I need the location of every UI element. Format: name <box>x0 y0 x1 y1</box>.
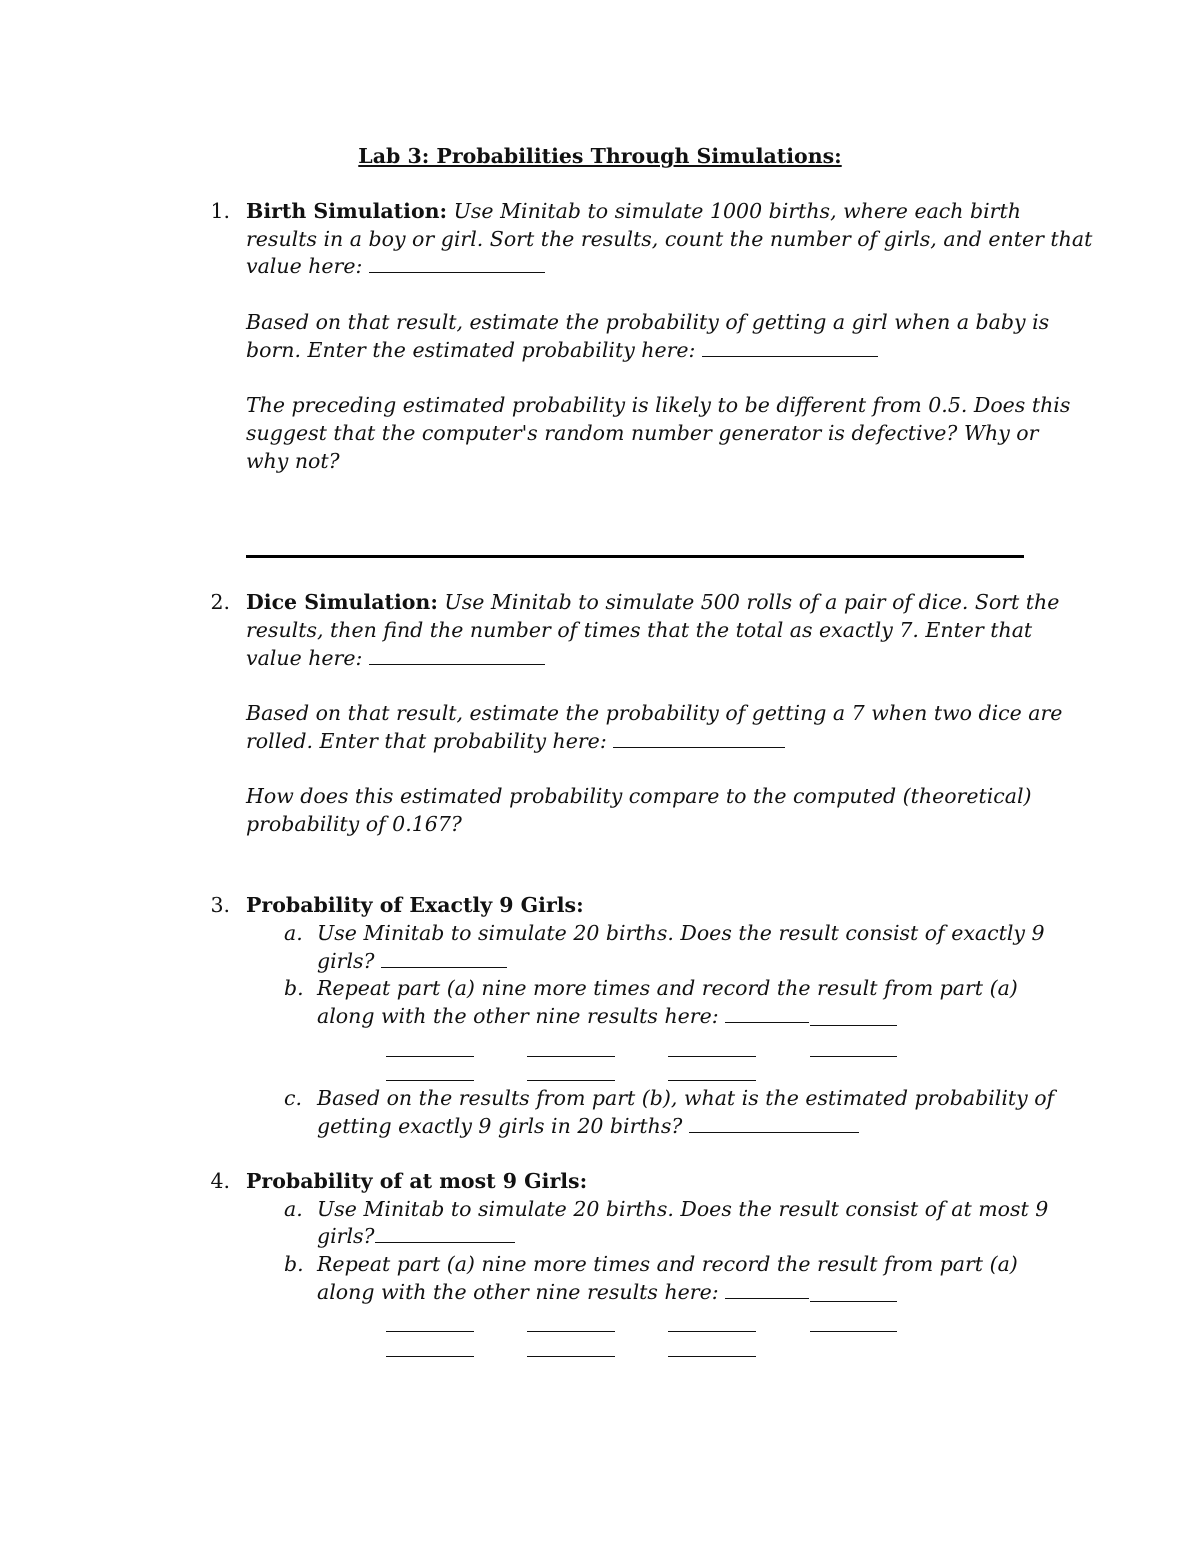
sevens-count-blank[interactable] <box>369 646 545 665</box>
question-text: Use Minitab to simulate 500 rolls of a pair of dice. Sort the <box>444 590 1060 614</box>
result-blank[interactable] <box>386 1313 474 1332</box>
exactly-9-blank[interactable] <box>381 949 507 968</box>
question-text: girls? <box>317 949 375 973</box>
part-label: b. <box>284 1252 304 1276</box>
answer-line <box>317 948 507 976</box>
question-number: 3. <box>210 893 230 917</box>
result-blank[interactable] <box>386 1338 474 1357</box>
result-blank[interactable] <box>810 1313 897 1332</box>
question-heading: Probability of Exactly 9 Girls: <box>246 893 584 917</box>
question-text: results in a boy or girl. Sort the results, count the number of girls, and enter that <box>246 227 1093 251</box>
result-blank[interactable] <box>386 1062 474 1081</box>
estimated-probability-blank[interactable] <box>689 1114 859 1133</box>
question-text: getting exactly 9 girls in 20 births? <box>317 1114 683 1138</box>
result-blank[interactable] <box>527 1338 615 1357</box>
result-blank[interactable] <box>725 1004 809 1023</box>
question-text: Based on that result, estimate the probability of getting a girl when a baby is <box>246 310 1050 334</box>
question-number: 2. <box>210 590 230 614</box>
question-text: Based on the results from part (b), what is the estimated probability of <box>317 1086 1055 1110</box>
part-label: c. <box>284 1086 302 1110</box>
question-text: value here: <box>246 646 363 670</box>
answer-line <box>317 1223 515 1251</box>
result-blank[interactable] <box>668 1313 756 1332</box>
question-text: How does this estimated probability compare to the computed (theoretical) <box>246 784 1032 808</box>
question-text: probability of 0.167? <box>246 812 462 836</box>
page-title: Lab 3: Probabilities Through Simulations: <box>358 144 842 168</box>
question-text: Use Minitab to simulate 20 births. Does the result consist of at most 9 <box>317 1197 1049 1221</box>
result-blank[interactable] <box>725 1280 809 1299</box>
answer-line <box>246 728 785 756</box>
at-most-9-blank[interactable] <box>375 1224 515 1243</box>
result-blank[interactable] <box>527 1062 615 1081</box>
part-label: a. <box>284 921 303 945</box>
part-label: b. <box>284 976 304 1000</box>
question-line <box>246 589 1059 617</box>
result-blank[interactable] <box>810 1007 897 1026</box>
result-blank[interactable] <box>668 1038 756 1057</box>
answer-line <box>317 1003 809 1031</box>
question-line <box>246 198 1021 226</box>
question-text: results, then find the number of times that the total as exactly 7. Enter that <box>246 618 1033 642</box>
result-blank[interactable] <box>386 1038 474 1057</box>
question-text: Based on that result, estimate the probability of getting a 7 when two dice are <box>246 701 1063 725</box>
question-text: Use Minitab to simulate 20 births. Does the result consist of exactly 9 <box>317 921 1045 945</box>
answer-rule[interactable] <box>246 555 1024 558</box>
question-text: along with the other nine results here: <box>317 1280 719 1304</box>
result-blank[interactable] <box>668 1062 756 1081</box>
question-text: Repeat part (a) nine more times and record the result from part (a) <box>317 976 1018 1000</box>
question-heading: Birth Simulation: <box>246 199 448 223</box>
question-number: 4. <box>210 1169 230 1193</box>
question-text: Repeat part (a) nine more times and record the result from part (a) <box>317 1252 1018 1276</box>
answer-line <box>317 1113 859 1141</box>
answer-line <box>246 337 878 365</box>
question-number: 1. <box>210 199 230 223</box>
question-text: value here: <box>246 254 363 278</box>
question-text: rolled. Enter that probability here: <box>246 729 607 753</box>
result-blank[interactable] <box>527 1038 615 1057</box>
answer-line <box>246 253 545 281</box>
result-blank[interactable] <box>527 1313 615 1332</box>
question-text: suggest that the computer's random number generator is defective? Why or <box>246 421 1039 445</box>
result-blank[interactable] <box>668 1338 756 1357</box>
question-text: The preceding estimated probability is likely to be different from 0.5. Does this <box>246 393 1071 417</box>
question-text: along with the other nine results here: <box>317 1004 719 1028</box>
result-blank[interactable] <box>810 1283 897 1302</box>
answer-line <box>317 1279 809 1307</box>
part-label: a. <box>284 1197 303 1221</box>
answer-line <box>246 645 545 673</box>
girl-probability-blank[interactable] <box>702 338 878 357</box>
question-text: Use Minitab to simulate 1000 births, where each birth <box>453 199 1021 223</box>
girls-count-blank[interactable] <box>369 254 545 273</box>
question-text: born. Enter the estimated probability here: <box>246 338 696 362</box>
question-text: why not? <box>246 449 340 473</box>
question-text: girls? <box>317 1224 375 1248</box>
question-heading: Probability of at most 9 Girls: <box>246 1169 588 1193</box>
result-blank[interactable] <box>810 1038 897 1057</box>
question-heading: Dice Simulation: <box>246 590 438 614</box>
seven-probability-blank[interactable] <box>613 729 785 748</box>
